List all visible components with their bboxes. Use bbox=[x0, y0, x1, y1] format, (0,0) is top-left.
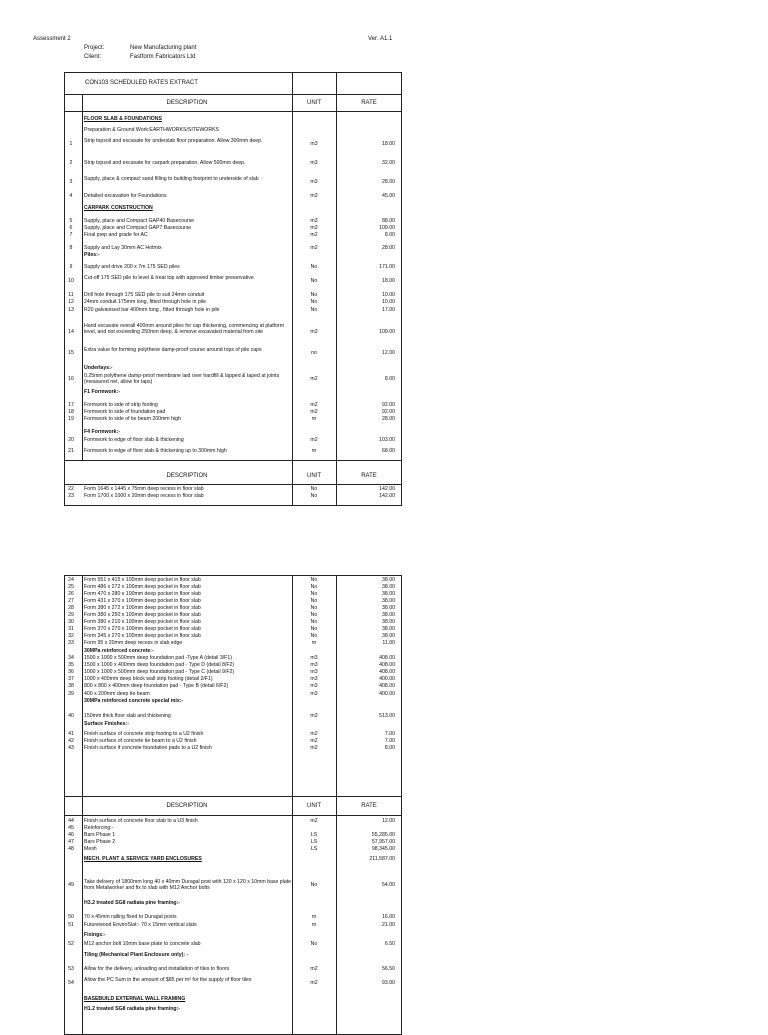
divider bbox=[64, 815, 402, 816]
row-description: 1000 x 400mm deep block wall strip footing (detail 2/F1) bbox=[84, 676, 213, 682]
row-number: 4 bbox=[69, 193, 73, 199]
row-rate: 38.00 bbox=[382, 598, 395, 604]
row-unit: LS bbox=[310, 846, 318, 852]
row-unit: m3 bbox=[310, 676, 318, 682]
row-rate: 55,285.00 bbox=[371, 832, 395, 838]
row-unit: No bbox=[310, 486, 318, 492]
row-rate: 171.00 bbox=[379, 264, 395, 270]
column-header-unit: UNIT bbox=[307, 803, 321, 809]
row-rate: 11.00 bbox=[382, 640, 395, 646]
row-description: Allow for the delivery, unloading and installation of tiles to floors bbox=[84, 966, 230, 972]
row-number: 20 bbox=[68, 437, 74, 443]
row-unit: No bbox=[310, 299, 318, 305]
row-unit: No bbox=[310, 626, 318, 632]
row-rate: 109.00 bbox=[379, 329, 395, 335]
divider bbox=[64, 111, 402, 112]
column-header-unit: UNIT bbox=[307, 473, 321, 479]
row-number: 8 bbox=[69, 245, 73, 251]
row-number: 35 bbox=[68, 662, 74, 668]
row-number: 42 bbox=[68, 738, 74, 744]
row-description: Formwork to side of tie beam 200mm high bbox=[84, 416, 181, 422]
row-rate: 38.00 bbox=[382, 619, 395, 625]
row-number: 51 bbox=[68, 922, 74, 928]
row-description: Finish surface of concrete floor slab to a U3 finish bbox=[84, 818, 198, 824]
row-number: 10 bbox=[68, 278, 74, 284]
row-unit: m2 bbox=[310, 980, 318, 986]
row-rate: 18.00 bbox=[382, 141, 395, 147]
row-unit: m2 bbox=[310, 232, 318, 238]
row-number: 31 bbox=[68, 626, 74, 632]
row-description: Piles:- bbox=[84, 252, 100, 258]
row-number: 53 bbox=[68, 966, 74, 972]
row-description: 1000 x 1000 x 500mm deep foundation pad - Type C (detail 9/F2) bbox=[84, 669, 235, 675]
row-rate: 38.00 bbox=[382, 591, 395, 597]
row-number: 49 bbox=[68, 882, 74, 888]
row-rate: 10.00 bbox=[382, 292, 395, 298]
row-rate: 54.00 bbox=[382, 882, 395, 888]
row-unit: m2 bbox=[310, 409, 318, 415]
row-description: CARPARK CONSTRUCTION bbox=[84, 205, 153, 211]
row-unit: m3 bbox=[310, 225, 318, 231]
row-number: 15 bbox=[68, 350, 74, 356]
row-rate: 92.00 bbox=[382, 409, 395, 415]
row-rate: 28.00 bbox=[382, 245, 395, 251]
row-description: Formwork to edge of floor slab & thickening up to 300mm high bbox=[84, 448, 227, 454]
row-description: 70 x 45mm railing fixed to Duragal posts bbox=[84, 914, 177, 920]
row-rate: 38.00 bbox=[382, 605, 395, 611]
row-description: M12 anchor bolt 10mm base plate to concrete slab bbox=[84, 941, 201, 947]
row-rate: 7.00 bbox=[384, 738, 395, 744]
row-unit: m3 bbox=[310, 193, 318, 199]
row-description: Finish surface of concrete strip footing to a U2 finish bbox=[84, 731, 204, 737]
row-description: Form 370 x 270 x 100mm deep pocket in floor slab bbox=[84, 626, 201, 632]
row-description: Tiling (Mechanical Plant Enclosure only): - bbox=[84, 952, 189, 958]
row-unit: m3 bbox=[310, 655, 318, 661]
row-description: Fixings:- bbox=[84, 932, 106, 938]
row-unit: m3 bbox=[310, 669, 318, 675]
divider bbox=[82, 94, 83, 460]
row-description: Form 486 x 272 x 100mm deep pocket in floor slab bbox=[84, 584, 201, 590]
row-description: FLOOR SLAB & FOUNDATIONS bbox=[84, 116, 162, 122]
row-unit: no bbox=[311, 350, 317, 356]
row-rate: 142.00 bbox=[379, 493, 395, 499]
row-unit: m2 bbox=[310, 818, 318, 824]
row-number: 39 bbox=[68, 691, 74, 697]
row-description: Formwork to side of foundation pad bbox=[84, 409, 166, 415]
row-number: 26 bbox=[68, 591, 74, 597]
row-number: 43 bbox=[68, 745, 74, 751]
row-unit: No bbox=[310, 619, 318, 625]
row-unit: m3 bbox=[310, 329, 318, 335]
row-description: MECH. PLANT & SERVICE YARD ENCLOSURES bbox=[84, 856, 202, 862]
row-number: 27 bbox=[68, 598, 74, 604]
row-unit: m2 bbox=[310, 402, 318, 408]
row-unit: m2 bbox=[310, 745, 318, 751]
row-rate: 18.00 bbox=[382, 278, 395, 284]
row-rate: 38.00 bbox=[382, 612, 395, 618]
row-description: Formwork to side of strip footing bbox=[84, 402, 158, 408]
assessment-label: Assessment 2 bbox=[33, 36, 71, 42]
row-unit: m2 bbox=[310, 966, 318, 972]
row-unit: No bbox=[310, 598, 318, 604]
version-label: Ver: A1.1 bbox=[368, 36, 393, 42]
row-unit: No bbox=[310, 633, 318, 639]
row-unit: m2 bbox=[310, 731, 318, 737]
table-title: CON103 SCHEDULED RATES EXTRACT bbox=[85, 80, 198, 86]
row-rate: 400.00 bbox=[379, 691, 395, 697]
row-number: 32 bbox=[68, 633, 74, 639]
row-description: 30MPa reinforced concrete special mix:- bbox=[84, 698, 184, 704]
row-description: Form 1645 x 1445 x 75mm deep recess in floor slab bbox=[84, 486, 204, 492]
row-unit: m3 bbox=[310, 662, 318, 668]
row-description: Supply and Lay 30mm AC Hotmix bbox=[84, 245, 162, 251]
row-number: 2 bbox=[69, 160, 73, 166]
row-description: Mesh bbox=[84, 846, 97, 852]
row-rate: 6.50 bbox=[384, 941, 395, 947]
divider bbox=[64, 460, 402, 461]
row-rate: 408.00 bbox=[379, 669, 395, 675]
row-description: Cut-off 175 SED pile to level & treat top with approved timber preservative bbox=[84, 275, 254, 281]
row-number: 13 bbox=[68, 307, 74, 313]
row-description: Form 380 x 272 x 100mm deep pocket in floor slab bbox=[84, 605, 201, 611]
row-number: 19 bbox=[68, 416, 74, 422]
row-description: Supply and drive 200 x 7m 175 SED piles bbox=[84, 264, 180, 270]
row-rate: 12.00 bbox=[382, 350, 395, 356]
row-description: Form 1700 x 1000 x 20mm deep recess in floor slab bbox=[84, 493, 204, 499]
row-rate: 17.00 bbox=[382, 307, 395, 313]
row-description: 150mm thick floor slab and thickening bbox=[84, 713, 171, 719]
row-description: Supply, place and Compact GAP7 Basecourse bbox=[84, 225, 192, 231]
row-unit: m2 bbox=[310, 437, 318, 443]
row-rate: 400.00 bbox=[379, 676, 395, 682]
row-description: Final prep and grade for AC bbox=[84, 232, 148, 238]
row-rate: 12.00 bbox=[382, 818, 395, 824]
row-number: 47 bbox=[68, 839, 74, 845]
row-number: 28 bbox=[68, 605, 74, 611]
column-header-rate: RATE bbox=[361, 473, 377, 479]
row-description: Strip topsoil and excavate for underslab floor preparation. Allow 300mm deep. bbox=[84, 138, 263, 144]
project-label: Project: bbox=[84, 45, 105, 51]
row-unit: m3 bbox=[310, 218, 318, 224]
row-rate: 16.00 bbox=[382, 914, 395, 920]
row-number: 48 bbox=[68, 846, 74, 852]
row-description: Form 551 x 415 x 100mm deep pocket in floor slab bbox=[84, 577, 201, 583]
row-rate: 88.00 bbox=[382, 218, 395, 224]
row-description: H3.2 treated SG8 radiata pine framing:- bbox=[84, 900, 180, 906]
row-unit: m bbox=[311, 416, 317, 422]
row-number: 29 bbox=[68, 612, 74, 618]
row-rate: 7.00 bbox=[384, 731, 395, 737]
row-description: 24mm conduit 175mm long, fitted through hole in pile bbox=[84, 299, 206, 305]
row-description: Finish surface if concrete foundation pads to a U2 finish bbox=[84, 745, 212, 751]
row-rate: 28.00 bbox=[382, 416, 395, 422]
row-rate: 513.00 bbox=[379, 713, 395, 719]
row-description: Reinforcing:- bbox=[84, 825, 114, 831]
divider bbox=[64, 94, 402, 95]
row-description: Form 380 x 210 x 100mm deep pocket in floor slab bbox=[84, 619, 201, 625]
row-rate: 45.00 bbox=[382, 193, 395, 199]
row-unit: m bbox=[311, 448, 317, 454]
row-description: Surface Finishes:- bbox=[84, 721, 129, 727]
row-unit: m3 bbox=[310, 683, 318, 689]
row-unit: m bbox=[311, 922, 317, 928]
row-number: 25 bbox=[68, 584, 74, 590]
row-number: 52 bbox=[68, 941, 74, 947]
column-header-description: DESCRIPTION bbox=[166, 473, 208, 479]
row-number: 46 bbox=[68, 832, 74, 838]
row-rate: 8.00 bbox=[384, 745, 395, 751]
row-unit: No bbox=[310, 612, 318, 618]
row-unit: No bbox=[310, 605, 318, 611]
row-rate: 142.00 bbox=[379, 486, 395, 492]
row-unit: m3 bbox=[310, 691, 318, 697]
row-description: F4 Formwork:- bbox=[84, 429, 121, 435]
row-number: 41 bbox=[68, 731, 74, 737]
row-rate: 98,345.00 bbox=[371, 846, 395, 852]
row-description: Hand excavate overall 400mm around piles for cap thickening, commencing at platform level, and not exceeding 250mm deep, & remove excavated material from site bbox=[84, 323, 285, 335]
row-rate: 38.00 bbox=[382, 577, 395, 583]
row-description: Form 345 x 270 x 100mm deep pocket in floor slab bbox=[84, 633, 201, 639]
column-header-unit: UNIT bbox=[307, 100, 321, 106]
row-description: Bars Phase 1 bbox=[84, 832, 116, 838]
row-unit: m2 bbox=[310, 738, 318, 744]
row-number: 22 bbox=[68, 486, 74, 492]
row-unit: m bbox=[311, 914, 317, 920]
row-description: Form 95 x 20mm deep recess in slab edge bbox=[84, 640, 183, 646]
row-description: Futurewood EnviroSlat:- 70 x 15mm vertical slats bbox=[84, 922, 197, 928]
row-rate: 56.50 bbox=[382, 966, 395, 972]
row-rate: 38.00 bbox=[382, 626, 395, 632]
row-rate: 38.00 bbox=[382, 584, 395, 590]
divider bbox=[64, 484, 402, 485]
row-description: Allow the PC Sum in the amount of $85 per m² for the supply of floor tiles bbox=[84, 977, 252, 983]
row-number: 16 bbox=[68, 376, 74, 382]
row-unit: LS bbox=[310, 832, 318, 838]
row-unit: No bbox=[310, 493, 318, 499]
row-number: 40 bbox=[68, 713, 74, 719]
row-unit: No bbox=[310, 941, 318, 947]
client-value: Fastform Fabricators Ltd bbox=[130, 54, 196, 60]
divider bbox=[336, 72, 337, 506]
row-unit: No bbox=[310, 577, 318, 583]
row-number: 7 bbox=[69, 232, 73, 238]
row-number: 12 bbox=[68, 299, 74, 305]
row-description: Form 380 x 250 x 100mm deep pocket in floor slab bbox=[84, 612, 201, 618]
row-number: 18 bbox=[68, 409, 74, 415]
row-description: Take delivery of 1800mm long 40 x 40mm Duragal post with 120 x 120 x 10mm base plate from Metalworker and fix to slab with M12 Anchor bolts bbox=[84, 879, 292, 891]
row-rate: 68.00 bbox=[382, 448, 395, 454]
column-header-description: DESCRIPTION bbox=[166, 100, 208, 106]
row-rate: 103.00 bbox=[379, 437, 395, 443]
row-description: Strip topsoil and excavate for carpark preparation. Allow 500mm deep. bbox=[84, 160, 246, 166]
row-description: 1500 x 1000 x 400mm deep foundation pad - Type D (detail 8/F2) bbox=[84, 662, 235, 668]
row-number: 9 bbox=[69, 264, 73, 270]
row-description: 800 x 800 x 400mm deep foundation pad - Type B (detail 6/F2) bbox=[84, 683, 229, 689]
row-description: Underlays:- bbox=[84, 365, 113, 371]
row-number: 5 bbox=[69, 218, 73, 224]
row-description: H1.2 treated SG8 radiata pine framing:- bbox=[84, 1006, 180, 1012]
row-unit: m3 bbox=[310, 160, 318, 166]
row-number: 14 bbox=[68, 329, 74, 335]
row-number: 1 bbox=[69, 141, 73, 147]
row-number: 50 bbox=[68, 914, 74, 920]
row-unit: m bbox=[311, 640, 317, 646]
row-number: 30 bbox=[68, 619, 74, 625]
row-description: 30MPa reinforced concrete:- bbox=[84, 648, 154, 654]
row-unit: No bbox=[310, 264, 318, 270]
row-number: 23 bbox=[68, 493, 74, 499]
row-rate: 408.00 bbox=[379, 683, 395, 689]
row-description: 400 x 200mm deep tie beam bbox=[84, 691, 150, 697]
row-unit: m3 bbox=[310, 713, 318, 719]
row-unit: m3 bbox=[310, 179, 318, 185]
divider bbox=[64, 796, 402, 797]
row-unit: m2 bbox=[310, 376, 318, 382]
row-rate: 408.00 bbox=[379, 655, 395, 661]
row-unit: No bbox=[310, 591, 318, 597]
row-number: 54 bbox=[68, 980, 74, 986]
row-rate: 38.00 bbox=[382, 633, 395, 639]
row-number: 6 bbox=[69, 225, 73, 231]
row-description: 0.25mm polythene damp-proof membrane laid over hardfill & lapped & taped at joints (measured net, allow for laps) bbox=[84, 373, 280, 385]
row-description: Drill hole through 175 SED pile to suit 24mm conduit bbox=[84, 292, 205, 298]
row-rate: 211,587.00 bbox=[369, 856, 395, 862]
row-rate: 8.00 bbox=[384, 232, 395, 238]
project-value: New Manufacturing plant bbox=[130, 45, 197, 51]
divider bbox=[292, 72, 293, 506]
row-number: 3 bbox=[69, 179, 73, 185]
row-description: Bars Phase 2 bbox=[84, 839, 116, 845]
row-description: F1 Formwork:- bbox=[84, 389, 121, 395]
row-rate: 32.00 bbox=[382, 160, 395, 166]
row-unit: LS bbox=[310, 839, 318, 845]
row-number: 21 bbox=[68, 448, 74, 454]
row-description: Extra value for forming polythene damp-proof course around tops of pile caps bbox=[84, 347, 262, 353]
row-description: Finish surface of concrete tie beam to a U2 finish bbox=[84, 738, 197, 744]
row-description: R20 galvanised bar 400mm long , fitted through hole in pile bbox=[84, 307, 220, 313]
column-header-rate: RATE bbox=[361, 100, 377, 106]
row-unit: No bbox=[310, 292, 318, 298]
row-unit: No bbox=[310, 882, 318, 888]
row-description: Form 470 x 280 x 100mm deep pocket in floor slab bbox=[84, 591, 201, 597]
row-unit: m3 bbox=[310, 141, 318, 147]
row-number: 34 bbox=[68, 655, 74, 661]
row-description: 1500 x 1000 x 500mm deep foundation pad -Type A (detail 3/F1) bbox=[84, 655, 232, 661]
row-description: Supply, place and Compact GAP40 Basecourse bbox=[84, 218, 195, 224]
row-rate: 109.00 bbox=[379, 225, 395, 231]
row-rate: 10.00 bbox=[382, 299, 395, 305]
row-number: 37 bbox=[68, 676, 74, 682]
row-rate: 8.00 bbox=[384, 376, 395, 382]
row-unit: No bbox=[310, 584, 318, 590]
row-rate: 92.00 bbox=[382, 402, 395, 408]
row-number: 17 bbox=[68, 402, 74, 408]
row-description: Supply, place & compact sand filling to building footprint to underside of slab bbox=[84, 176, 259, 182]
column-header-description: DESCRIPTION bbox=[166, 803, 208, 809]
row-number: 44 bbox=[68, 818, 74, 824]
row-rate: 28.00 bbox=[382, 179, 395, 185]
client-label: Client: bbox=[84, 54, 102, 60]
row-number: 24 bbox=[68, 577, 74, 583]
row-number: 33 bbox=[68, 640, 74, 646]
row-unit: m2 bbox=[310, 245, 318, 251]
row-description: Formwork to edge of floor slab & thickening bbox=[84, 437, 184, 443]
row-description: Preparation & Ground Work:EARTHWORKS/SITEWORKS bbox=[84, 127, 220, 133]
row-rate: 408.00 bbox=[379, 662, 395, 668]
row-number: 38 bbox=[68, 683, 74, 689]
row-description: Form 431 x 370 x 100mm deep pocket in floor slab bbox=[84, 598, 201, 604]
row-rate: 57,957.00 bbox=[371, 839, 395, 845]
row-number: 36 bbox=[68, 669, 74, 675]
row-rate: 93.00 bbox=[382, 980, 395, 986]
row-unit: No bbox=[310, 307, 318, 313]
row-rate: 21.00 bbox=[382, 922, 395, 928]
column-header-rate: RATE bbox=[361, 803, 377, 809]
row-description: BASEBUILD EXTERNAL WALL FRAMING bbox=[84, 996, 186, 1002]
row-number: 45 bbox=[68, 825, 74, 831]
row-description: Detailed excavation for Foundations bbox=[84, 193, 167, 199]
row-unit: No bbox=[310, 278, 318, 284]
row-number: 11 bbox=[68, 292, 74, 298]
